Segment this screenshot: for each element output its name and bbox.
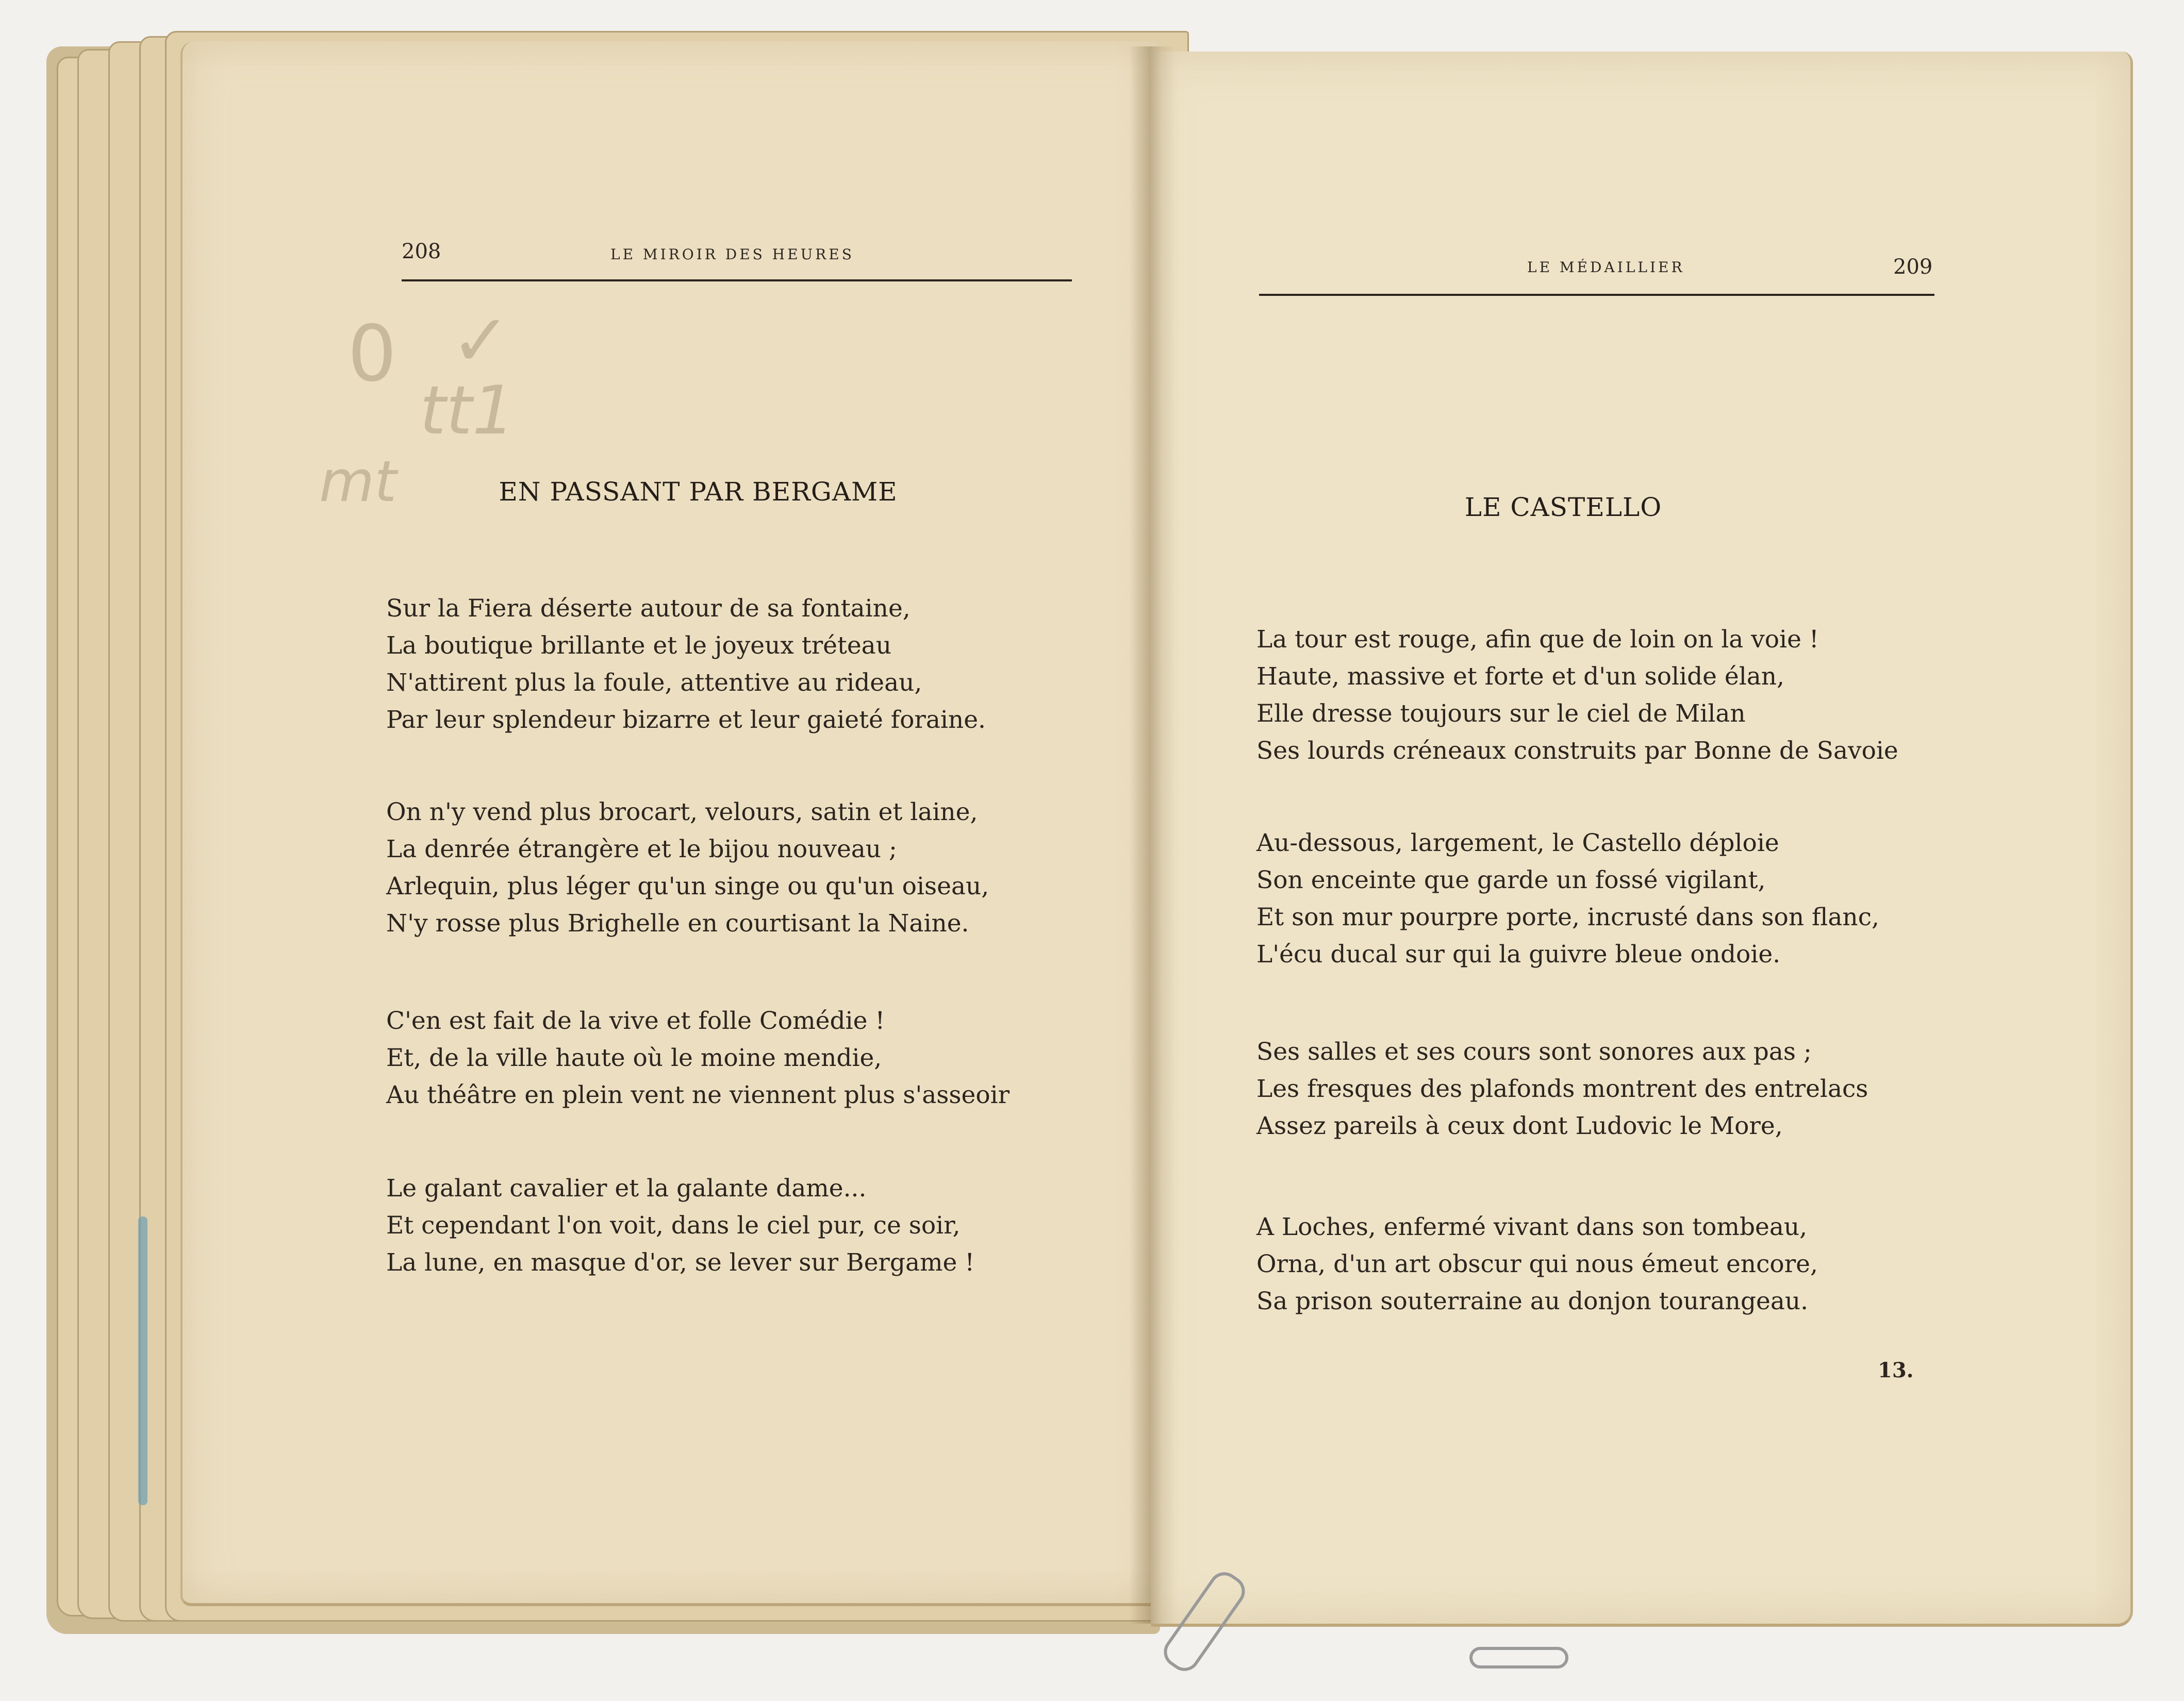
verse-line: Ses lourds créneaux construits par Bonne de Savoie — [1256, 737, 1898, 765]
pencil-mark: mt — [319, 448, 397, 514]
poem-title-right: LE CASTELLO — [1464, 492, 1662, 522]
verse-line: Ses salles et ses cours sont sonores aux pas ; — [1256, 1038, 1812, 1066]
verse-line: Le galant cavalier et la galante dame... — [386, 1174, 867, 1203]
verse-line: Les fresques des plafonds montrent des entrelacs — [1256, 1075, 1868, 1103]
paper-clip — [1469, 1647, 1568, 1669]
verse-line: On n'y vend plus brocart, velours, satin et laine, — [386, 798, 978, 826]
header-rule-left — [402, 279, 1072, 281]
verse-line: L'écu ducal sur qui la guivre bleue ondoie. — [1256, 940, 1781, 969]
page-edge-stain — [138, 1216, 147, 1505]
verse-line: Son enceinte que garde un fossé vigilant, — [1256, 866, 1766, 894]
verse-line: Sur la Fiera déserte autour de sa fontaine, — [386, 594, 911, 623]
poem-title-left: EN PASSANT PAR BERGAME — [499, 477, 898, 507]
stanza — [386, 590, 986, 739]
verse-line: Au-dessous, largement, le Castello déploie — [1256, 829, 1779, 857]
stanza — [386, 1170, 974, 1281]
running-head-right: LE MÉDAILLIER — [1527, 259, 1685, 276]
verse-line: Elle dresse toujours sur le ciel de Milan — [1256, 699, 1746, 728]
stanza — [1256, 621, 1898, 770]
stanza — [1256, 1209, 1818, 1320]
stanza — [386, 1003, 1010, 1114]
verse-line: Orna, d'un art obscur qui nous émeut encore, — [1256, 1250, 1818, 1278]
verse-line: Par leur splendeur bizarre et leur gaieté foraine. — [386, 706, 986, 734]
verse-line: Sa prison souterraine au donjon tourangeau. — [1256, 1287, 1809, 1315]
stanza — [1256, 825, 1879, 973]
right-page[interactable] — [1151, 52, 2133, 1627]
running-head-left: LE MIROIR DES HEURES — [610, 246, 854, 263]
left-page[interactable] — [180, 41, 1157, 1606]
verse-line: La tour est rouge, afin que de loin on la voie ! — [1256, 625, 1819, 654]
header-rule-right — [1259, 294, 1934, 296]
verse-line: Haute, massive et forte et d'un solide élan, — [1256, 662, 1784, 691]
spine-gutter — [1129, 46, 1176, 1624]
pencil-mark: ✓ — [451, 299, 511, 383]
verse-line: La denrée étrangère et le bijou nouveau ; — [386, 835, 897, 863]
page-number-right: 209 — [1893, 255, 1933, 279]
verse-line: Et, de la ville haute où le moine mendie, — [386, 1044, 882, 1072]
pencil-mark: tt1 — [420, 371, 515, 449]
verse-line: Assez pareils à ceux dont Ludovic le More, — [1256, 1112, 1783, 1140]
stanza — [1256, 1033, 1868, 1145]
verse-line: Au théâtre en plein vent ne viennent plus s'asseoir — [386, 1081, 1010, 1109]
verse-line: N'attirent plus la foule, attentive au rideau, — [386, 669, 922, 697]
pencil-mark: 0 — [348, 309, 397, 399]
page-number-left: 208 — [402, 240, 441, 263]
verse-line: La boutique brillante et le joyeux tréteau — [386, 631, 891, 660]
signature-mark: 13. — [1878, 1358, 1914, 1382]
verse-line: A Loches, enfermé vivant dans son tombeau, — [1256, 1213, 1808, 1241]
verse-line: C'en est fait de la vive et folle Comédie ! — [386, 1007, 885, 1035]
verse-line: Arlequin, plus léger qu'un singe ou qu'un oiseau, — [386, 872, 989, 900]
stanza — [386, 794, 989, 942]
verse-line: Et son mur pourpre porte, incrusté dans son flanc, — [1256, 903, 1879, 931]
verse-line: N'y rosse plus Brighelle en courtisant la Naine. — [386, 909, 969, 938]
verse-line: La lune, en masque d'or, se lever sur Bergame ! — [386, 1248, 975, 1277]
verse-line: Et cependant l'on voit, dans le ciel pur, ce soir, — [386, 1211, 961, 1240]
